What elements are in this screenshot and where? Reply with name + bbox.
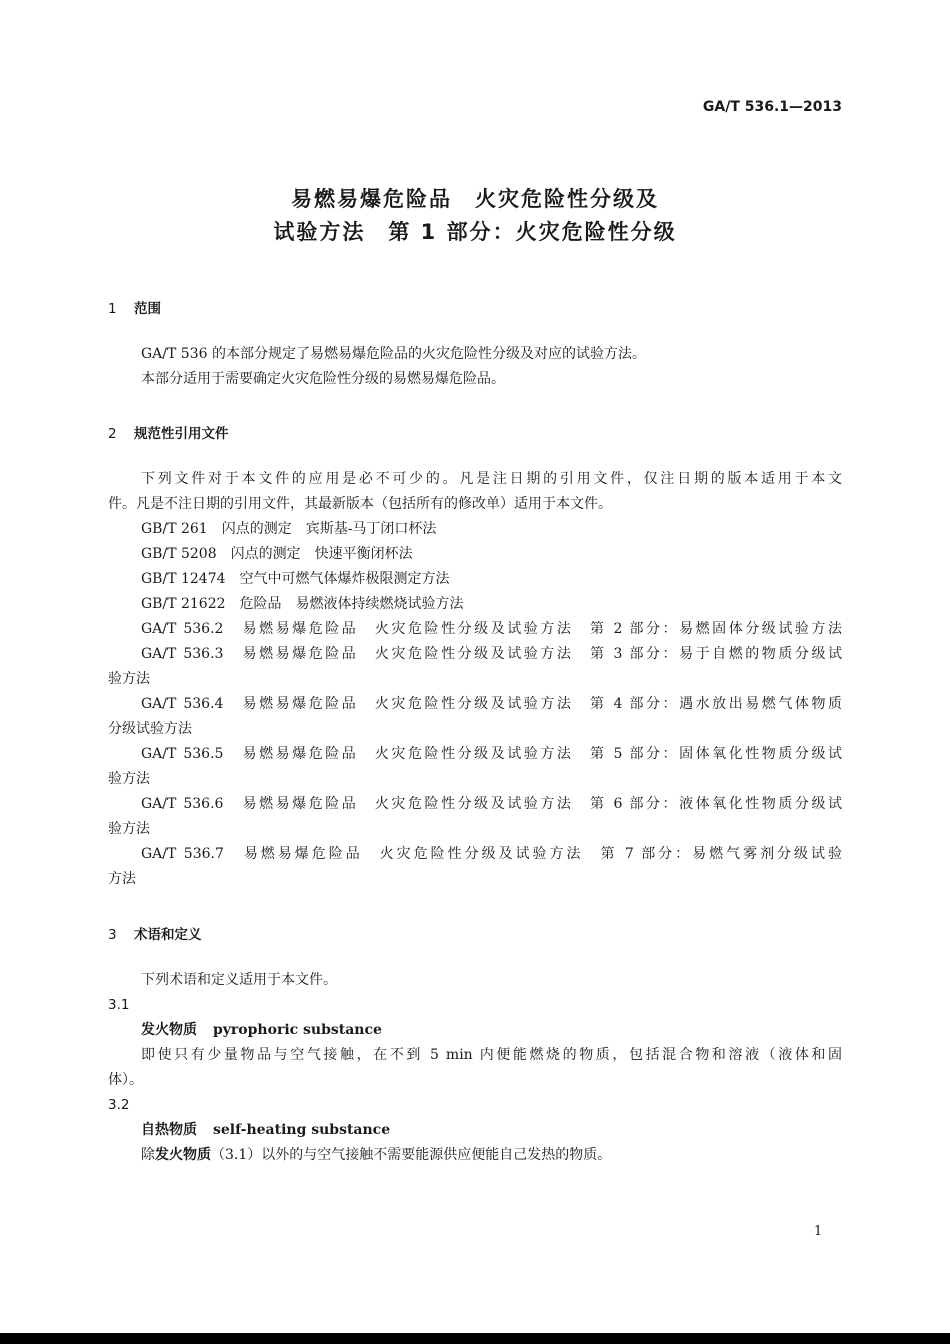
reference-item: GB/T 261 闪点的测定 宾斯基-马丁闭口杯法 <box>141 521 437 537</box>
section-heading-normative-references <box>108 422 229 442</box>
term-heading <box>141 1118 842 1143</box>
term-english: pyrophoric substance <box>213 1022 382 1038</box>
section-number: 2 <box>108 426 117 442</box>
term-number: 3.1 <box>108 997 130 1013</box>
document-title-line-2: 试验方法 第 1 部分：火灾危险性分级 <box>273 220 677 244</box>
term-definition <box>141 1143 842 1168</box>
definition-text: （3.1）以外的与空气接触不需要能源供应便能自己发热的物质。 <box>211 1147 612 1163</box>
section-number: 3 <box>108 927 117 943</box>
terms-intro: 下列术语和定义适用于本文件。 <box>141 972 337 988</box>
term-definition-continuation: 体）。 <box>108 1072 143 1088</box>
reference-item: GB/T 5208 闪点的测定 快速平衡闭杯法 <box>141 546 413 562</box>
reference-item-continuation: 验方法 <box>108 821 150 837</box>
reference-item: GB/T 21622 危险品 易燃液体持续燃烧试验方法 <box>141 596 464 612</box>
section-heading-terms-and-definitions <box>108 923 202 943</box>
reference-item: GA/T 536.7 易燃易爆危险品 火灾危险性分级及试验方法 第 7 部分：易燃气雾剂分级试验 <box>141 846 842 862</box>
section-heading-scope <box>108 297 161 317</box>
reference-item: GA/T 536.3 易燃易爆危险品 火灾危险性分级及试验方法 第 3 部分：易于自燃的物质分级试 <box>141 646 842 662</box>
scope-paragraph: GA/T 536 的本部分规定了易燃易爆危险品的火灾危险性分级及对应的试验方法。 <box>141 346 646 362</box>
term-english: self-heating substance <box>213 1122 391 1138</box>
standard-code: GA/T 536.1—2013 <box>702 99 842 115</box>
reference-item: GB/T 12474 空气中可燃气体爆炸极限测定方法 <box>141 571 450 587</box>
references-intro: 件。凡是不注日期的引用文件，其最新版本（包括所有的修改单）适用于本文件。 <box>108 496 612 512</box>
reference-item: GA/T 536.5 易燃易爆危险品 火灾危险性分级及试验方法 第 5 部分：固体氧化性物质分级试 <box>141 746 842 762</box>
reference-item: GA/T 536.6 易燃易爆危险品 火灾危险性分级及试验方法 第 6 部分：液体氧化性物质分级试 <box>141 796 842 812</box>
definition-text: 除 <box>141 1147 155 1163</box>
reference-item-continuation: 方法 <box>108 871 136 887</box>
term-chinese: 自热物质 <box>141 1122 197 1138</box>
reference-item-continuation: 分级试验方法 <box>108 721 192 737</box>
term-chinese: 发火物质 <box>141 1022 197 1038</box>
reference-item-continuation: 验方法 <box>108 771 150 787</box>
section-number: 1 <box>108 301 117 317</box>
section-title: 规范性引用文件 <box>134 426 229 442</box>
page-number: 1 <box>814 1224 823 1239</box>
scope-paragraph: 本部分适用于需要确定火灾危险性分级的易燃易爆危险品。 <box>141 371 505 387</box>
page-bottom-bar <box>0 1333 950 1344</box>
reference-item: GA/T 536.4 易燃易爆危险品 火灾危险性分级及试验方法 第 4 部分：遇水放出易燃气体物质 <box>141 696 842 712</box>
reference-item-continuation: 验方法 <box>108 671 150 687</box>
term-definition: 即使只有少量物品与空气接触，在不到 5 min 内便能燃烧的物质，包括混合物和溶液（液体和固 <box>141 1047 842 1063</box>
section-title: 术语和定义 <box>134 927 202 943</box>
cross-reference-term: 发火物质 <box>155 1147 211 1163</box>
reference-item: GA/T 536.2 易燃易爆危险品 火灾危险性分级及试验方法 第 2 部分：易燃固体分级试验方法 <box>141 621 842 637</box>
references-intro: 下列文件对于本文件的应用是必不可少的。凡是注日期的引用文件，仅注日期的版本适用于本文 <box>141 471 842 487</box>
term-number: 3.2 <box>108 1097 130 1113</box>
document-title-line-1: 易燃易爆危险品 火灾危险性分级及 <box>291 187 659 211</box>
section-title: 范围 <box>134 301 161 317</box>
term-heading <box>141 1018 842 1043</box>
